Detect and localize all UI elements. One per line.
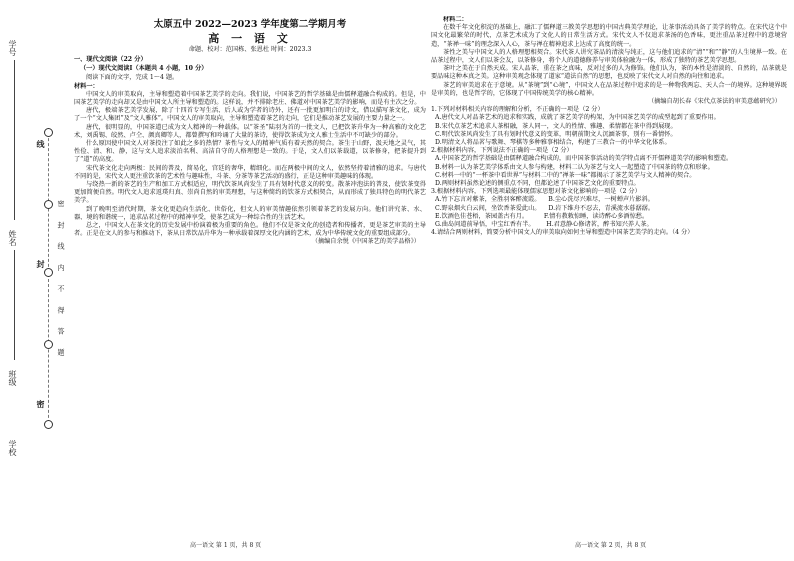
question-1-option: D.明清文人将品茗与歌舞、琴棋等多种雅事相结合，构建了三教合一的中华文化体系。	[435, 139, 671, 147]
paragraph: 宋代茶文化走向两极：民间的普及，简易化，宫廷的奢华，精细化。而在两极中间的文人，依然坚持着清雅的追求。与唐代不同的是，宋代文人更注重饮茶的艺术性与趣味性，斗茶、分茶等茶艺活动的盛行，正是这种审美趣味的体现。	[74, 164, 426, 180]
paragraph: 在数千年文化积淀的基础上，融汇了儒释道三教美学思想的中国古典美学理论，让茶事活动具备了美学的特点。在宋代这个中国文化最繁荣的时代，点茶艺术成为了文化人的日常生活方式。宋代文人不仅追求茶汤的色香味，更注重品茶过程中的意境营造，“茶禅一味”的理念深入人心，茶与禅在精神追求上达成了高度的统一。	[431, 24, 787, 48]
question-3: 3.根据材料内容，下列选项最能体现儒家思想对茶文化影响的一项是（2 分）	[431, 188, 641, 196]
paragraph: 总之，中国文人在茶文化的历史发展中扮演着极为重要的角色。他们不仅是茶文化的创造者和传播者，更是茶艺审美的主导者。正是在文人的参与和推动下，茶从日常饮品升华为一种承载着深厚文化内涵的艺术，成为中华传统文化的重要组成部分。	[74, 222, 426, 238]
paragraph: 与绕热一新的茶艺的生产和加工方式相适应，明代饮茶风尚发生了具有划时代意义的转变。散茶冲泡法的普及，使饮茶变得更加简便自然。明代文人追求返璞归真、崇尚自然的审美理想，与这种简约的饮茶方式相契合，从而形成了独具特色的明代茶艺美学。	[74, 181, 426, 205]
question-2-option: C.材料一中的“一杯茶中看世界”与材料二中的“禅茶一味”都揭示了茶艺美学与文人精神的契合。	[435, 171, 696, 179]
question-3-option: G.曲岛问道前导悟，中宝红香有半。 H.君意静心修诸茗，醉书知兴养人茶。	[435, 221, 653, 229]
field-student-number: 学号	[8, 40, 17, 56]
field-class: 班级	[8, 370, 17, 386]
field-underline	[14, 60, 15, 220]
field-underline	[14, 250, 15, 360]
source-citation: （摘编自余悦《中国茶艺的美学品格》）	[311, 238, 420, 246]
material-label: 材料一：	[74, 82, 99, 90]
seal-label-seal: 封	[36, 260, 46, 268]
seal-hole	[44, 268, 53, 277]
seal-line	[48, 128, 49, 428]
seal-notice: 密 封 线 内 不 得 答 题	[57, 200, 65, 362]
question-1-option: A.唐代文人对品茶艺术的追求和实践，成就了茶艺美学的构架，为中国茶艺美学的成型起到了重要作用。	[435, 114, 720, 122]
question-2-option: A.中国茶艺的哲学基础是由儒释道融合构成的，而中国茶事活动的美学特点离不开儒释道美学的影响和塑造。	[435, 155, 733, 163]
paragraph: 中国文人的审美取向，主导和塑造着中国茶艺美学的走向。我们说，中国茶艺的哲学基础是由儒释道融合构成的。但是，中国茶艺美学的走向却又是由中国文人所主导和塑造的。这样说，并不排除老庄、佛道对中国茶艺美学的影响，而是有主次之分。	[74, 90, 426, 107]
page-1	[74, 16, 426, 541]
question-1-option: C.明代饮茶风尚发生了具有划时代意义的变革，明朝前期文人沉湎茶事，别有一番情怀。	[435, 130, 677, 138]
question-2: 2.根据材料内容，下列说法不正确的一项是（2 分）	[431, 147, 573, 155]
question-2-option: D.两则材料虽然论述的侧重点不同，但都论述了中国茶艺文化的重要特点。	[435, 180, 640, 188]
paragraph: 茶艺的审美追求在于意境。从“茶境”到“心境”，中国文人在品茶过程中追求的是一种物我两忘、天人合一的境界。这种境界既是审美的，也是哲学的，它体现了中国传统美学的核心精神。	[431, 81, 787, 97]
paragraph: 唐代，很明显的，中国茶道已成为文人精神的一种载体。以“茶圣”陆羽为首的一批文人，已把饮茶升华为一种高雅的文化艺术，刘禹锡、皎然、卢仝、颜真卿等人，都曾撰写和吟诵了大量的茶诗，使得饮茶成为文人雅士生活中不可缺少的部分。	[74, 123, 426, 139]
question-1-option: B.宋代点茶艺术追求人茶相融，茶人同一，文人的性情、雅趣、柔情都在茶中得到展现。	[435, 122, 677, 130]
material-label: 材料二：	[443, 16, 468, 23]
question-3-option: E.饮酒色佳苍梧，茶园盖古有月。 F.情有教敕惊睡，读诗醉心多酒惊愁。	[435, 212, 649, 220]
seal-label-close: 密	[36, 400, 46, 408]
seal-label-line: 线	[36, 140, 46, 148]
instruction: 阅读下面的文字，完成 1～4 题。	[86, 74, 179, 82]
seal-hole	[44, 128, 53, 137]
exam-subject: 高 一 语 文	[208, 32, 292, 45]
question-4: 4.请结合两则材料，简要分析中国文人的审美取向如何主导和塑造中国茶艺美学的走向。（4 分）	[431, 229, 694, 237]
field-name: 姓名	[8, 230, 17, 246]
paragraph: 到了晚明至清代时期，茶文化更趋向生活化、世俗化，但文人的审美情趣依然引领着茶艺的发展方向。他们讲究茶、水、器、境的和谐统一，追求品茗过程中的精神享受，使茶艺成为一种综合性的生活艺术。	[74, 205, 426, 221]
subsection-heading: （一）现代文阅读Ⅰ（本题共 4 小题，10 分）	[80, 65, 208, 73]
page-footer: 高一语文 第 1 页，共 8 页	[190, 542, 262, 549]
question-3-option: A.竹下忘言对紫茶，全胜羽客醉流霞。 B.尘心洗尽兴难尽，一树蝉声片影斜。	[435, 196, 654, 204]
question-2-option: B.材料一认为茶艺美学体系由文人参与构建，材料二认为茶艺与文人一起塑造了中国茶的特点和形象。	[435, 163, 714, 171]
field-school: 学校	[8, 440, 17, 456]
paragraph: 茶性之美与中国文人的人格理想相契合。宋代茶人讲究茶品的清淡与纯正，这与他们追求的“清”“和”“静”的人生境界一致。在品茶过程中，文人们以茶会友，以茶修身，将个人的道德修养与审美体验融为一体，形成了独特的茶艺美学思想。	[431, 48, 787, 65]
source-citation: （摘编自胡长春《宋代点茶法的审美意蕴研究》）	[647, 98, 781, 106]
seal-hole	[44, 420, 53, 429]
paragraph: 茶叶之美在于自然天成。宋人品茶，重在茶之真味，反对过多的人为修饰。他们认为，茶的本性是清淡的、自然的，品茶就是要品味这种本真之美。这种审美观念体现了道家“道法自然”的思想，也反映了宋代文人对自然的向往和追求。	[431, 65, 787, 81]
question-3-option: C.野泉烟火白云间，坐饮香茶爱此山。 D.岩下维舟不忍去，青溪流水暮潺潺。	[435, 204, 655, 212]
page-footer: 高一语文 第 2 页，共 8 页	[575, 542, 647, 549]
page-2	[431, 16, 787, 541]
section-heading: 一、现代文阅读（22 分）	[74, 56, 147, 63]
seal-hole	[44, 200, 53, 209]
exam-meta: 命题、校对：范国栋、张恩杜 时间：2023.3	[188, 46, 312, 53]
seal-hole	[44, 340, 53, 349]
question-1: 1.下列对材料相关内容的理解和分析，不正确的一项是（2 分）	[431, 106, 604, 114]
binding-margin	[0, 0, 72, 561]
exam-title: 太原五中 2022—2023 学年度第二学期月考	[153, 19, 347, 30]
paragraph: 什么原因使中国文人对茶投注了如此之多的热情？茶性与文人的精神气质有着天然的契合。茶生于山野，汲天地之灵气，其性俭、清、和、静，这与文人追求淡泊名利、高洁自守的人格理想是一致的。于是，文人们以茶载道，以茶修身，把茶提升到了“道”的高度。	[74, 140, 426, 164]
paragraph: 唐代，极端茶艺美学发展，除了十四首专写生活、后人或为学者的诗外，还有一批更加明白的诗文，借以描写茶文化，成为了一个“文人集团”及“文人雅体”。中国文人的审美取向，主导和塑造着茶艺的走向，它们是推动茶艺发展的主要力量之一。	[74, 107, 426, 123]
